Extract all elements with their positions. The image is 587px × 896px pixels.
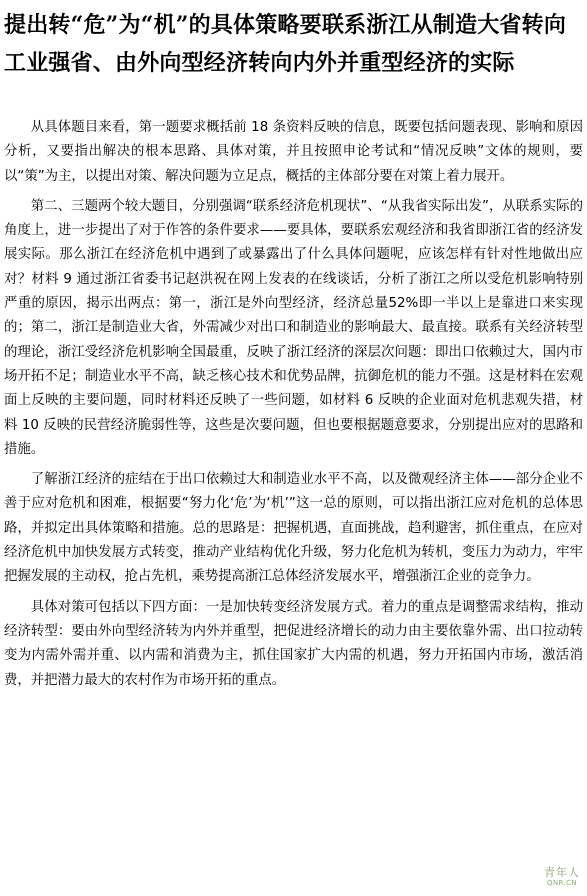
paragraph-3: 了解浙江经济的症结在于出口依赖过大和制造业水平不高，以及微观经济主体——部分企业不善于应对危机和困难，根据要“努力化‘危’为‘机’”这一总的原则，可以指出浙江应对危机的总体思路，并拟定出具体策略和措施。总的思路是：把握机遇，直面挑战，趋利避害，抓住重点，在应对经济危机中加快发展方式转变，推动产业结构优化升级，努力化危机为转机，变压力为动力，牢牢把握发展的主动权，抢占先机，乘势提高浙江总体经济发展水平，增强浙江企业的竞争力。 xyxy=(4,472,583,585)
paragraph-2: 第二、三题两个较大题目，分别强调“联系经济危机现状”、“从我省实际出发”，从联系实际的角度上，进一步提出了对于作答的条件要求——要具体，要联系宏观经济和我省即浙江省的经济发展实际。那么浙江在经济危机中遇到了或暴露出了什么具体问题呢，应该怎样有针对性地做出应对？材料 9 通过浙江省委书记赵洪祝在网上发表的在线谈话，分析了浙江之所以受危机影响特别严重的原因，揭示出两点：第一，浙江是外向型经济，经济总量52%即一半以上是靠进口来实现的；第二，浙江是制造业大省，外需减少对出口和制造业的影响最大、最直接。联系有关经济转型的理论，浙江受经济危机影响全国最重，反映了浙江经济的深层次问题：即出口依赖过大，国内市场开拓不足；制造业水平不高，缺乏核心技术和优势品牌，抗御危机的能力不强。这是材料在宏观面上反映的主要问题，同时材料还反映了一些问题，如材料 6 反映的企业面对危机悲观失措，材料 10 反映的民营经济脆弱性等，这些是次要问题，但也要根据题意要求，分别提出应对的思路和措施。 xyxy=(4,198,583,457)
paragraph-4: 具体对策可包括以下四方面：一是加快转变经济发展方式。着力的重点是调整需求结构，推动经济转型：要由外向型经济转为内外并重型，把促进经济增长的动力由主要依靠外需、出口拉动转变为内需外需并重、以内需和消费为主，抓住国家扩大内需的机遇，努力开拓国内市场，激活消费，并把潜力最大的农村作为市场开拓的重点。 xyxy=(4,599,583,688)
watermark-cn-text: 青年人 xyxy=(544,866,580,879)
site-watermark-logo xyxy=(541,866,583,892)
paragraph-1: 从具体题目来看，第一题要求概括前 18 条资料反映的信息，既要包括问题表现、影响和原因分析，又要指出解决的根本思路、具体对策，并且按照申论考试和“情况反映”文体的规则，要以“策”为主，以提出对策、解决问题为立足点，概括的主体部分要在对策上着力展开。 xyxy=(4,120,583,184)
page-title: 提出转“危”为“机”的具体策略要联系浙江从制造大省转向工业强省、由外向型经济转向内外并重型经济的实际 xyxy=(4,12,567,76)
watermark-en-text: QNR.CN xyxy=(546,879,578,887)
document-body xyxy=(4,116,583,693)
